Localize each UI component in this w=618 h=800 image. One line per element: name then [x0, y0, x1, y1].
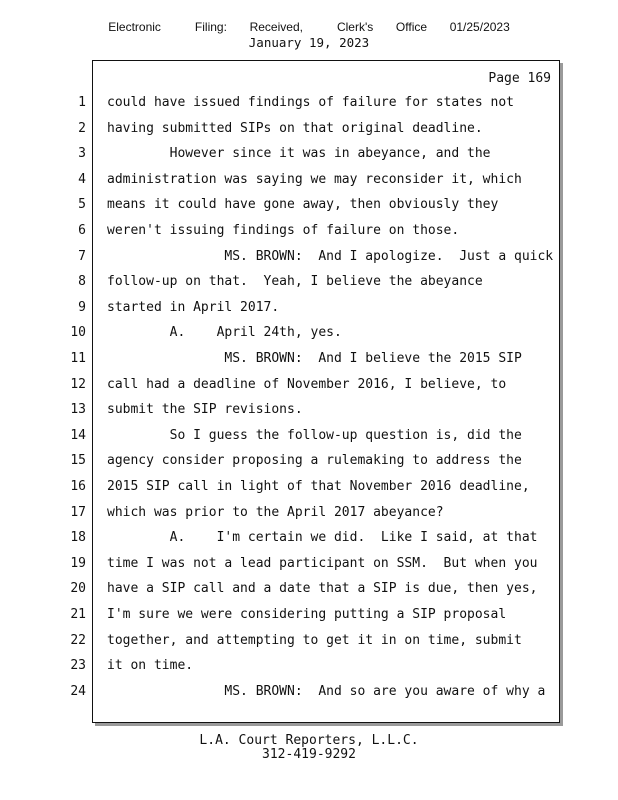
- transcript-line: However since it was in abeyance, and the: [107, 146, 491, 162]
- line-number: 4: [78, 171, 86, 187]
- transcript-line: MS. BROWN: And so are you aware of why a: [107, 683, 546, 699]
- line-number: 14: [70, 427, 86, 443]
- line-number: 1: [78, 95, 86, 110]
- line-number: 10: [70, 325, 86, 341]
- transcript-line: administration was saying we may reconsider it, which: [107, 171, 522, 187]
- transcript-line: could have issued findings of failure for states not: [107, 95, 514, 110]
- line-number: 22: [70, 632, 86, 648]
- transcript-line: MS. BROWN: And I apologize. Just a quick: [107, 248, 554, 264]
- transcript-line: agency consider proposing a rulemaking to address the: [107, 453, 522, 469]
- line-number: 17: [70, 504, 86, 520]
- transcript-date: January 19, 2023: [248, 35, 370, 50]
- line-number: 6: [78, 223, 86, 238]
- line-number: 13: [70, 402, 86, 418]
- transcript-line: together, and attempting to get it in on time, submit: [107, 632, 522, 648]
- line-number: 20: [70, 581, 86, 597]
- line-number: 3: [78, 146, 86, 162]
- transcript-line: follow-up on that. Yeah, I believe the abeyance: [107, 274, 483, 290]
- line-number: 16: [70, 479, 86, 494]
- page-number: Page 169: [488, 71, 551, 86]
- line-number: 9: [78, 299, 86, 315]
- transcript-line: A. April 24th, yes.: [107, 325, 342, 341]
- transcript-line: started in April 2017.: [107, 299, 280, 315]
- line-number: 23: [70, 658, 86, 674]
- filing-stamp: Electronic Filing: Received, Clerk's Office 01/25/2023: [108, 20, 510, 34]
- transcript-line: A. I'm certain we did. Like I said, at that: [107, 530, 538, 546]
- transcript-line: 2015 SIP call in light of that November 2016 deadline,: [107, 479, 530, 494]
- line-number: 5: [78, 197, 86, 213]
- line-number: 21: [70, 607, 86, 622]
- line-number: 7: [78, 248, 86, 264]
- reporter-company: L.A. Court Reporters, L.L.C.: [199, 733, 419, 748]
- transcript-line: having submitted SIPs on that original deadline.: [107, 120, 483, 136]
- transcript-line: call had a deadline of November 2016, I believe, to: [107, 376, 507, 392]
- transcript-line: So I guess the follow-up question is, did the: [107, 427, 522, 443]
- transcript-line: which was prior to the April 2017 abeyance?: [107, 504, 444, 520]
- line-number: 2: [78, 120, 86, 136]
- reporter-phone: 312-419-9292: [262, 747, 356, 762]
- transcript-line: submit the SIP revisions.: [107, 402, 303, 418]
- transcript-line: I'm sure we were considering putting a SIP proposal: [107, 607, 507, 622]
- line-number: 24: [70, 683, 86, 699]
- line-number: 12: [70, 376, 86, 392]
- line-number: 19: [70, 555, 86, 571]
- line-number: 15: [70, 453, 86, 469]
- line-number: 8: [78, 274, 86, 290]
- transcript-line: MS. BROWN: And I believe the 2015 SIP: [107, 351, 522, 366]
- transcript-line: weren't issuing findings of failure on those.: [107, 223, 460, 238]
- transcript-line: means it could have gone away, then obviously they: [107, 197, 499, 213]
- transcript-line: have a SIP call and a date that a SIP is due, then yes,: [107, 581, 538, 597]
- transcript-line: time I was not a lead participant on SSM. But when you: [107, 555, 538, 571]
- line-number: 11: [70, 351, 86, 366]
- transcript-line: it on time.: [107, 658, 194, 674]
- line-number: 18: [70, 530, 86, 546]
